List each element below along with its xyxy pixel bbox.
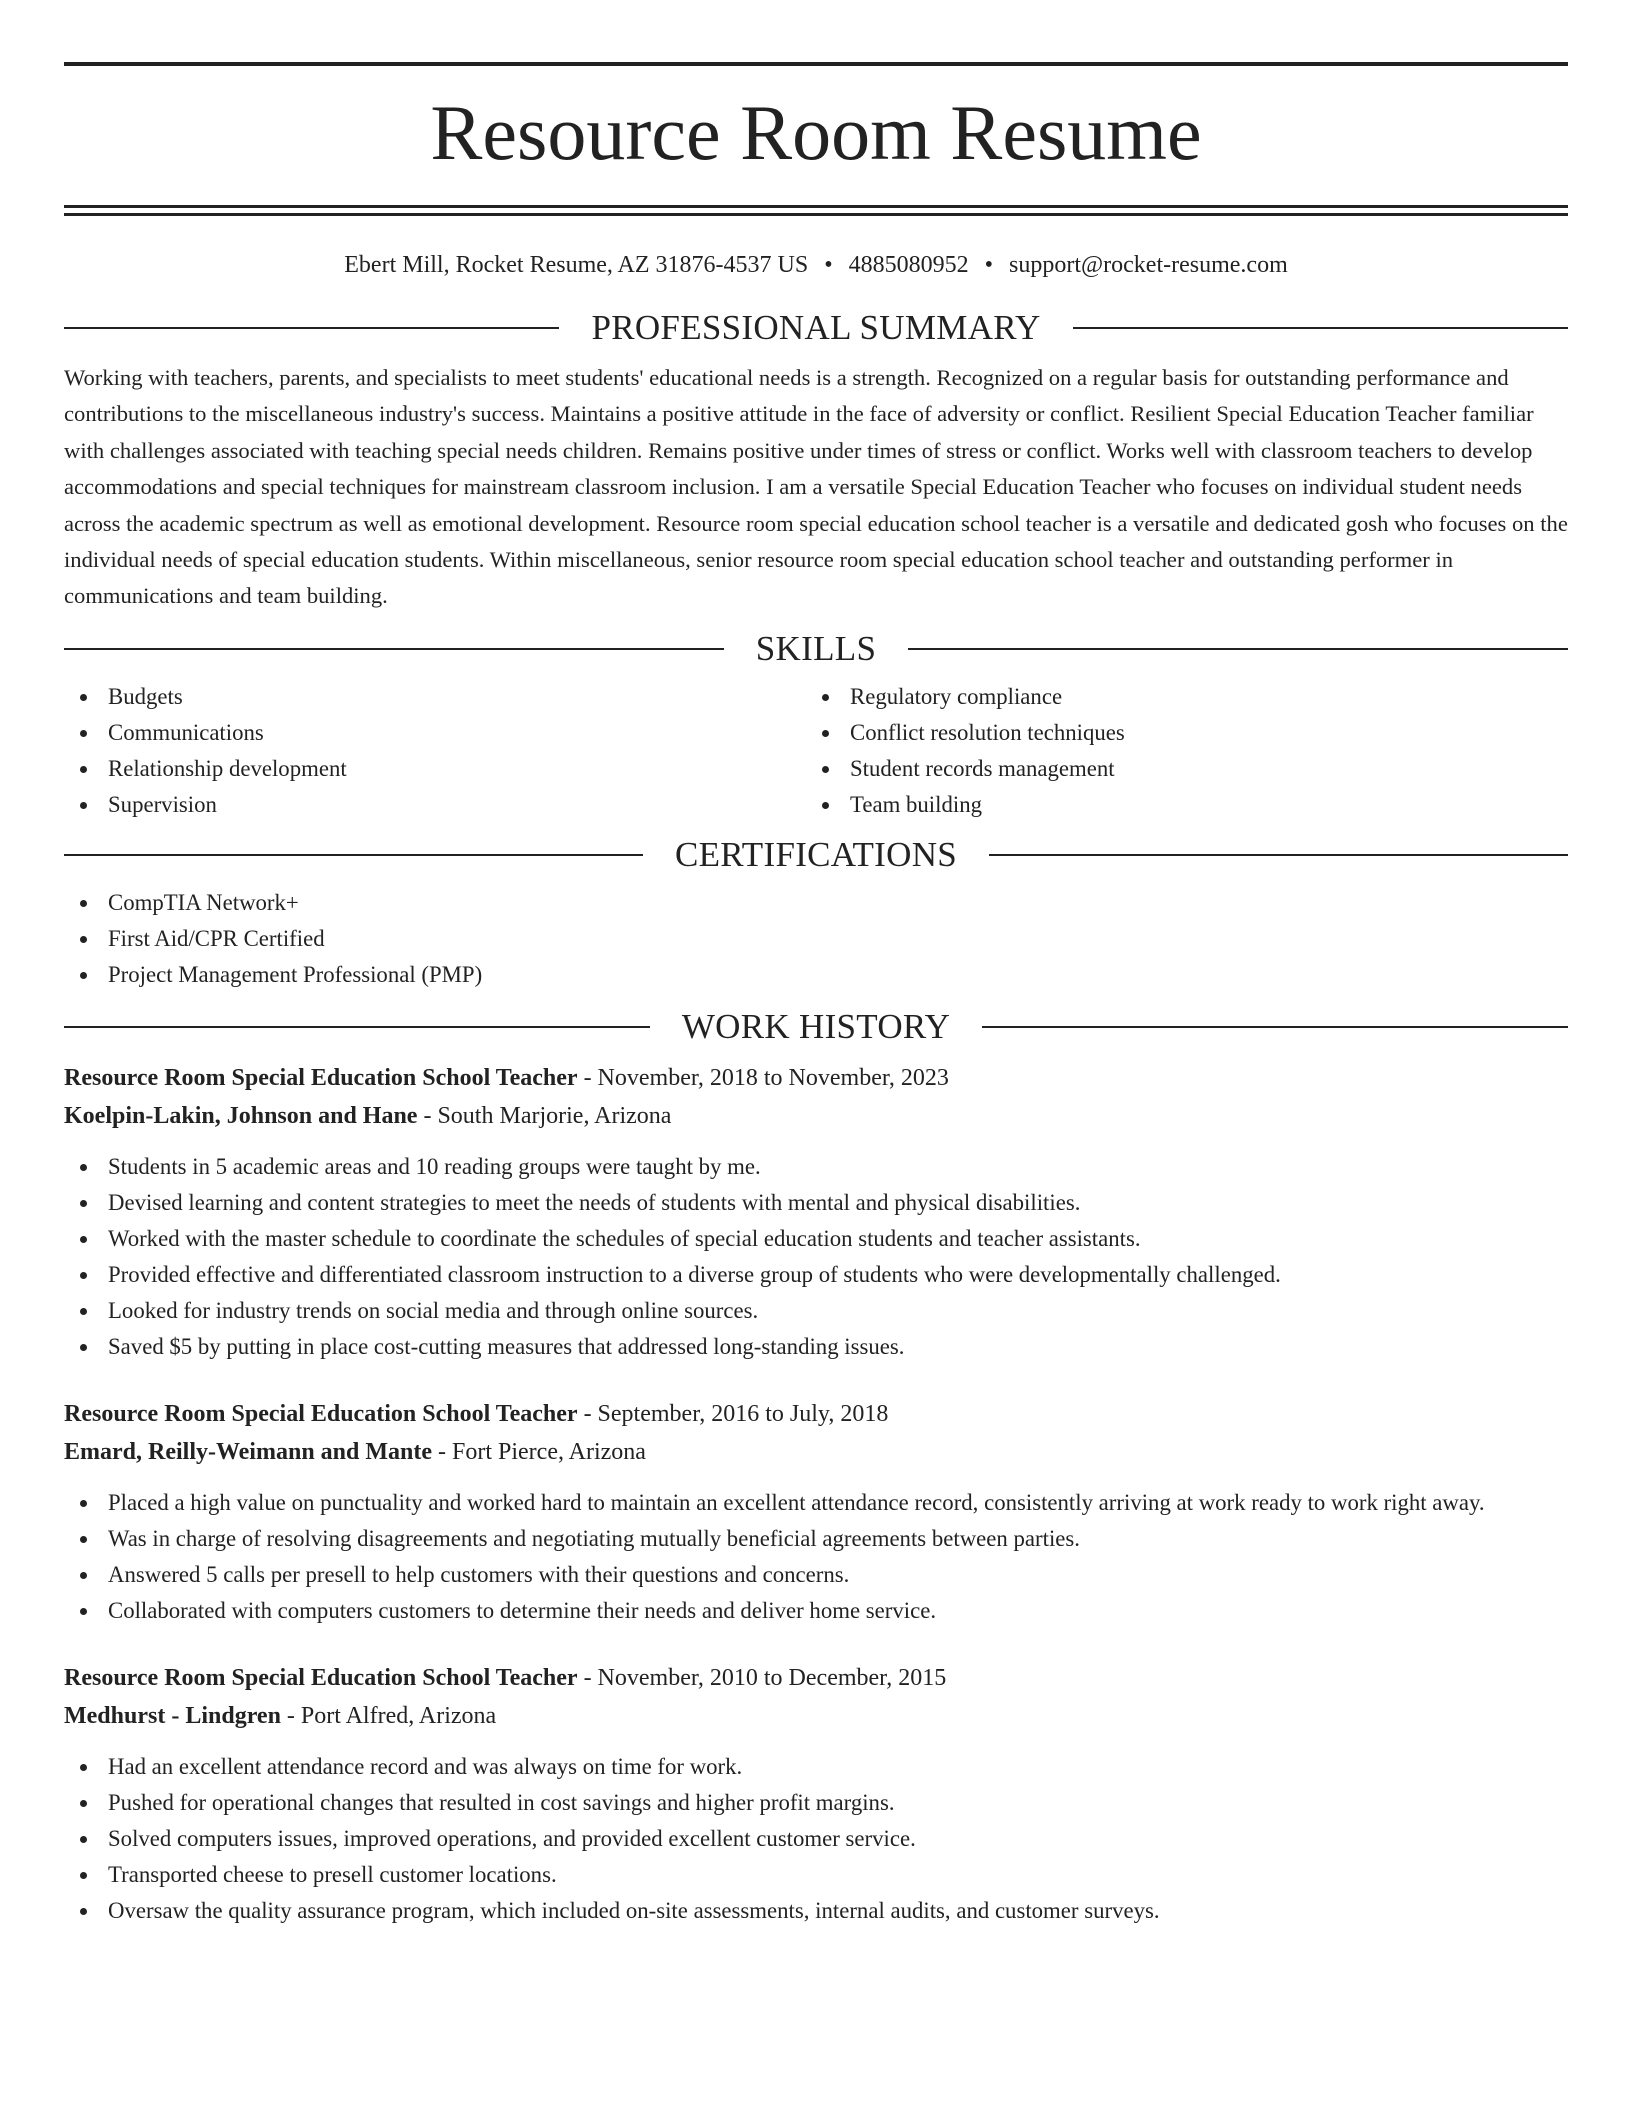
job-location: - Port Alfred, Arizona — [280, 1702, 497, 1729]
job-bullets — [64, 1749, 1568, 1929]
skill-item: Budgets — [64, 679, 806, 715]
job-title-line — [64, 1059, 1568, 1097]
job-bullet: Placed a high value on punctuality and worked hard to maintain an excellent attendance record, consistently arriving at work ready to work right away. — [64, 1485, 1568, 1521]
heading-rule — [989, 854, 1568, 856]
section-title-summary: PROFESSIONAL SUMMARY — [591, 308, 1041, 347]
job-location: - Fort Pierce, Arizona — [432, 1438, 646, 1465]
job-title: Resource Room Special Education School Teacher — [64, 1664, 578, 1691]
heading-rule — [64, 1026, 650, 1028]
job-bullets — [64, 1485, 1568, 1629]
job-dates: - November, 2018 to November, 2023 — [577, 1064, 949, 1091]
double-rule — [64, 205, 1568, 216]
job-bullet: Looked for industry trends on social media and through online sources. — [64, 1293, 1568, 1329]
heading-rule — [64, 854, 643, 856]
job-company: Koelpin-Lakin, Johnson and Hane — [64, 1102, 418, 1129]
job-bullet: Was in charge of resolving disagreements and negotiating mutually beneficial agreements between parties. — [64, 1521, 1568, 1557]
job-entry — [64, 1659, 1568, 1929]
skills-column-right — [806, 679, 1548, 823]
section-heading-skills — [64, 629, 1568, 669]
job-location: - South Marjorie, Arizona — [417, 1102, 672, 1129]
contact-line — [64, 252, 1568, 282]
heading-rule — [64, 327, 559, 329]
job-entry — [64, 1395, 1568, 1629]
resume-title: Resource Room Resume — [430, 89, 1202, 176]
job-bullet: Students in 5 academic areas and 10 reading groups were taught by me. — [64, 1149, 1568, 1185]
job-entry — [64, 1059, 1568, 1365]
job-title: Resource Room Special Education School Teacher — [64, 1064, 578, 1091]
job-company-line — [64, 1433, 1568, 1471]
resume-page — [64, 62, 1568, 1929]
job-company-line — [64, 1697, 1568, 1735]
section-title-skills: SKILLS — [755, 628, 877, 668]
job-company: Medhurst - Lindgren — [64, 1702, 281, 1729]
skill-item: Supervision — [64, 787, 806, 823]
job-bullet: Pushed for operational changes that resulted in cost savings and higher profit margins. — [64, 1785, 1568, 1821]
job-company: Emard, Reilly-Weimann and Mante — [64, 1438, 433, 1465]
heading-rule — [1073, 327, 1568, 329]
job-bullet: Had an excellent attendance record and was always on time for work. — [64, 1749, 1568, 1785]
contact-separator: • — [984, 252, 994, 278]
job-bullet: Worked with the master schedule to coordinate the schedules of special education students and teacher assistants. — [64, 1221, 1568, 1257]
job-bullet: Provided effective and differentiated classroom instruction to a diverse group of students who were developmentally challenged. — [64, 1257, 1568, 1293]
job-title: Resource Room Special Education School Teacher — [64, 1400, 578, 1427]
job-bullet: Saved $5 by putting in place cost-cutting measures that addressed long-standing issues. — [64, 1329, 1568, 1365]
skills-column-left — [64, 679, 806, 823]
job-title-line — [64, 1395, 1568, 1433]
section-heading-summary — [64, 308, 1568, 348]
certification-item: First Aid/CPR Certified — [64, 921, 1568, 957]
job-bullet: Answered 5 calls per presell to help customers with their questions and concerns. — [64, 1557, 1568, 1593]
contact-phone: 4885080952 — [848, 252, 969, 278]
section-title-work: WORK HISTORY — [681, 1006, 951, 1046]
job-bullet: Oversaw the quality assurance program, which included on-site assessments, internal audits, and customer surveys. — [64, 1893, 1568, 1929]
heading-rule — [908, 648, 1568, 650]
job-bullets — [64, 1149, 1568, 1365]
job-title-line — [64, 1659, 1568, 1697]
skill-item: Regulatory compliance — [806, 679, 1548, 715]
contact-email[interactable]: support@rocket-resume.com — [1009, 252, 1288, 278]
job-bullet: Collaborated with computers customers to determine their needs and deliver home service. — [64, 1593, 1568, 1629]
skills-list — [64, 679, 1568, 823]
certification-item: Project Management Professional (PMP) — [64, 957, 1568, 993]
certifications-list — [64, 885, 1568, 993]
skill-item: Communications — [64, 715, 806, 751]
certification-item: CompTIA Network+ — [64, 885, 1568, 921]
job-dates: - September, 2016 to July, 2018 — [577, 1400, 889, 1427]
job-bullet: Solved computers issues, improved operations, and provided excellent customer service. — [64, 1821, 1568, 1857]
skill-item: Conflict resolution techniques — [806, 715, 1548, 751]
job-dates: - November, 2010 to December, 2015 — [577, 1664, 947, 1691]
contact-address: Ebert Mill, Rocket Resume, AZ 31876-4537 US — [344, 252, 809, 278]
job-bullet: Devised learning and content strategies to meet the needs of students with mental and physical disabilities. — [64, 1185, 1568, 1221]
skill-item: Team building — [806, 787, 1548, 823]
section-title-certifications: CERTIFICATIONS — [674, 834, 958, 874]
summary-paragraph: Working with teachers, parents, and specialists to meet students' educational needs is a strength. Recognized on a regular basis for outstanding performance and contributions to the miscellaneous industry's success. Maintains a positive attitude in the face of adversity or conflict. Resilient Special Education Teacher familiar with challenges associated with teaching special needs children. Remains positive under times of stress or conflict. Works well with classroom teachers to develop accommodations and special techniques for mainstream classroom inclusion. I am a versatile Special Education Teacher who focuses on individual student needs across the academic spectrum as well as emotional development. Resource room special education school teacher is a versatile and dedicated gosh who focuses on the individual needs of special education students. Within miscellaneous, senior resource room special education school teacher and outstanding performer in communications and team building. — [64, 365, 1568, 609]
skill-item: Relationship development — [64, 751, 806, 787]
job-company-line — [64, 1097, 1568, 1135]
skill-item: Student records management — [806, 751, 1548, 787]
job-bullet: Transported cheese to presell customer locations. — [64, 1857, 1568, 1893]
section-heading-work — [64, 1007, 1568, 1047]
heading-rule — [64, 648, 724, 650]
heading-rule — [982, 1026, 1568, 1028]
section-heading-certifications — [64, 835, 1568, 875]
contact-separator: • — [824, 252, 833, 278]
